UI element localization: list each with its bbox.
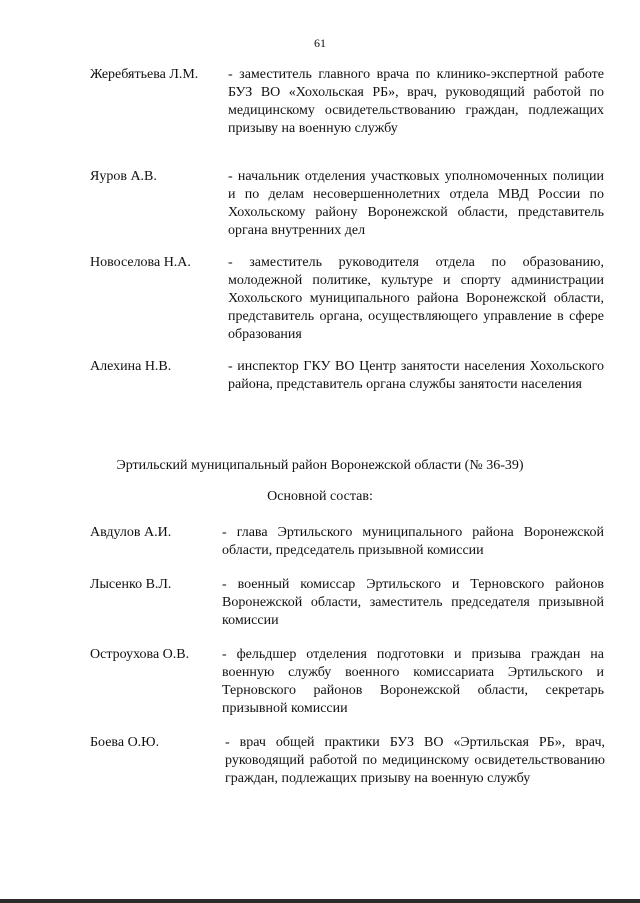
- page-number: 61: [314, 36, 326, 50]
- member-description: - глава Эртильского муниципального района Воронежской области, председатель призывной комиссии: [222, 525, 604, 558]
- member-name: Боева О.Ю.: [90, 735, 160, 750]
- member-name: Жеребятьева Л.М.: [90, 67, 199, 82]
- member-description: - заместитель руководителя отдела по образованию, молодежной политике, культуре и спорту администрации Хохольского муниципального района Воронежской области, представитель органа, осуществляющего управление в сфере образования: [228, 255, 604, 342]
- member-description: - фельдшер отделения подготовки и призыва граждан на военную службу военного комиссариата Эртильского и Терновского районов Воронежской области, секретарь призывной комиссии: [222, 647, 604, 716]
- member-name: Новоселова Н.А.: [90, 255, 191, 270]
- member-description: - заместитель главного врача по клинико-экспертной работе БУЗ ВО «Хохольская РБ», врач, руководящий работой по медицинскому освидетельствованию граждан, подлежащих призыву на военную службу: [228, 67, 604, 136]
- member-name: Авдулов А.И.: [90, 525, 172, 540]
- page-bottom-edge: [0, 899, 640, 903]
- subsection-title: Основной состав:: [267, 489, 373, 504]
- member-name: Алехина Н.В.: [90, 359, 172, 374]
- member-name: Яуров А.В.: [90, 169, 157, 184]
- member-description: - начальник отделения участковых уполномоченных полиции и по делам несовершеннолетних отдела МВД России по Хохольскому району Воронежской области, представитель органа внутренних дел: [228, 169, 604, 238]
- member-name: Лысенко В.Л.: [90, 577, 172, 592]
- section-title: Эртильский муниципальный район Воронежской области (№ 36-39): [116, 458, 524, 473]
- member-name: Остроухова О.В.: [90, 647, 190, 662]
- member-description: - военный комиссар Эртильского и Терновского районов Воронежской области, заместитель председателя призывной комиссии: [222, 577, 604, 628]
- member-description: - врач общей практики БУЗ ВО «Эртильская РБ», врач, руководящий работой по медицинскому освидетельствованию граждан, подлежащих призыву на военную службу: [225, 735, 605, 786]
- member-description: - инспектор ГКУ ВО Центр занятости населения Хохольского района, представитель органа службы занятости населения: [228, 359, 604, 392]
